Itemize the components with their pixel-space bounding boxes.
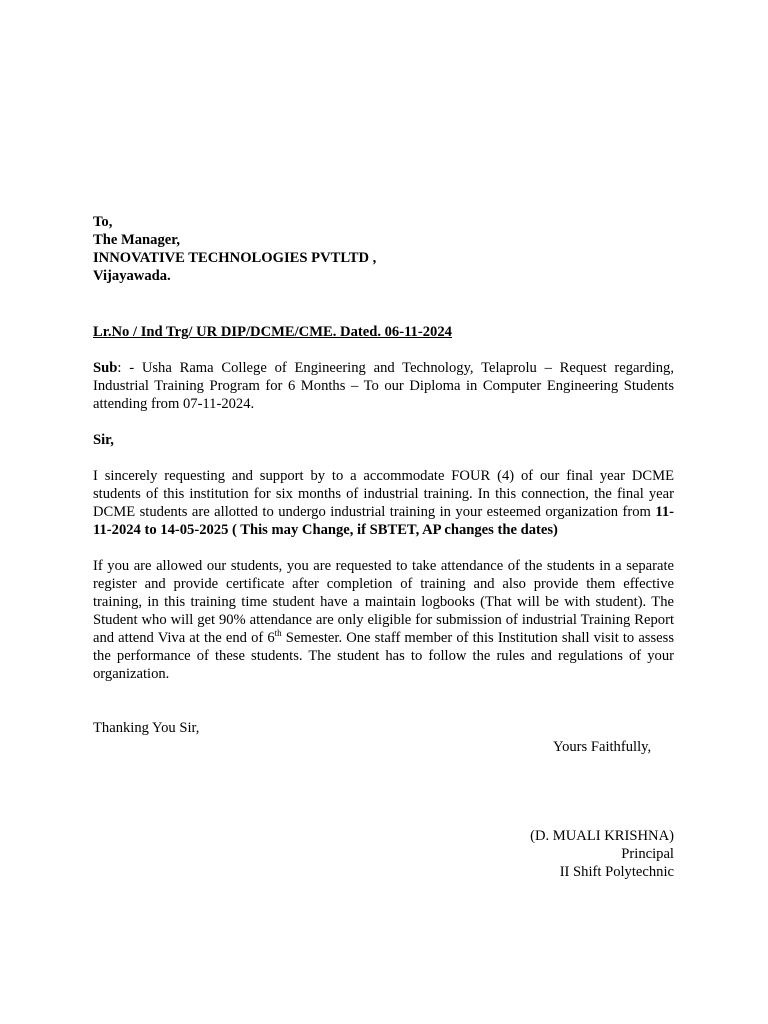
thanking-text: Thanking You Sir, — [93, 720, 200, 736]
subject-paragraph — [93, 359, 674, 413]
paragraph2-after: Semester. One staff member of this Institution shall visit to assess the performance of these students. The student has to follow the rules and regulations of your organization. — [93, 630, 674, 682]
reference-number: Lr.No / Ind Trg/ UR DIP/DCME/CME. Dated. 06-11-2024 — [93, 324, 452, 340]
closing-yours — [553, 738, 693, 756]
paragraph-request — [93, 467, 674, 539]
recipient-title: The Manager, — [93, 232, 181, 248]
signature-block — [93, 827, 674, 881]
salutation-text: Sir, — [93, 432, 114, 448]
to-line: To, — [93, 214, 113, 230]
recipient-company: INNOVATIVE TECHNOLOGIES PVTLTD , — [93, 250, 377, 266]
paragraph-conditions — [93, 557, 674, 683]
signatory-designation: Principal — [621, 846, 674, 862]
ordinal-suffix: th — [274, 628, 282, 639]
paragraph1-text: I sincerely requesting and support by to a accommodate FOUR (4) of our final year DCME students of this institution for six months of industrial training. In this connection, the final year DCME students are allotted to undergo industrial training in your esteemed organization from — [93, 468, 674, 520]
signatory-name: (D. MUALI KRISHNA) — [530, 828, 674, 844]
subject-text: : - Usha Rama College of Engineering and Technology, Telaprolu – Request regarding, Industrial Training Program for 6 Months – To our Diploma in Computer Engineering Students attending from 07-11-2024. — [93, 360, 674, 412]
paragraph2-before: If you are allowed our students, you are requested to take attendance of the students in a separate register and provide certificate after completion of training and also provide them effective training, in this training time student have a maintain logbooks (That will be with student). The Student who will get 90% attendance are only eligible for submission of industrial Training Report and attend Viva at the end of 6 — [93, 558, 674, 646]
recipient-city: Vijayawada. — [93, 268, 171, 284]
salutation — [93, 431, 674, 449]
yours-faithfully-text: Yours Faithfully, — [553, 739, 652, 755]
training-dates: 11-11-2024 to 14-05-2025 ( This may Change, if SBTET, AP changes the dates) — [93, 504, 674, 538]
subject-label: Sub — [93, 360, 118, 376]
signatory-institution: II Shift Polytechnic — [559, 864, 674, 880]
closing-thanks — [93, 719, 674, 737]
recipient-address — [93, 213, 674, 285]
reference-line — [93, 323, 674, 341]
